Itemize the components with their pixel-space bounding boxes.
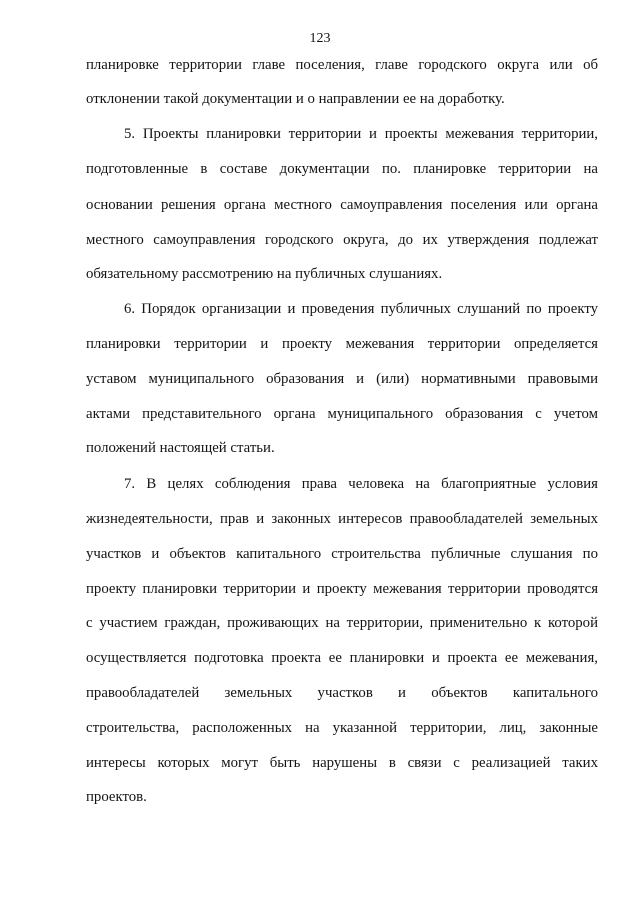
text-line: жизнедеятельности, прав и законных интересов правообладателей земельных — [86, 511, 598, 527]
text-line: местного самоуправления городского округа, до их утверждения подлежат — [86, 232, 598, 248]
text-line: проектов. — [86, 789, 147, 805]
text-line: проекту планировки территории и проекту межевания территории проводятся — [86, 581, 598, 597]
text-line: осуществляется подготовка проекта ее планировки и проекта ее межевания, — [86, 650, 598, 666]
text-line: уставом муниципального образования и (или) нормативными правовыми — [86, 371, 598, 387]
text-line: 5. Проекты планировки территории и проекты межевания территории, — [124, 126, 598, 142]
text-line: участков и объектов капитального строительства публичные слушания по — [86, 546, 598, 562]
text-line: основании решения органа местного самоуправления поселения или органа — [86, 197, 598, 213]
text-line: с участием граждан, проживающих на территории, применительно к которой — [86, 615, 598, 631]
text-line: обязательному рассмотрению на публичных слушаниях. — [86, 266, 443, 282]
text-line: строительства, расположенных на указанной территории, лиц, законные — [86, 720, 598, 736]
text-line: 6. Порядок организации и проведения публичных слушаний по проекту — [124, 301, 598, 317]
text-line: 7. В целях соблюдения права человека на благоприятные условия — [124, 476, 598, 492]
text-line: планировки территории и проекту межевания территории определяется — [86, 336, 598, 352]
text-line: интересы которых могут быть нарушены в связи с реализацией таких — [86, 755, 598, 771]
text-line: правообладателей земельных участков и объектов капитального — [86, 685, 598, 701]
text-line: планировке территории главе поселения, главе городского округа или об — [86, 57, 598, 73]
text-line: отклонении такой документации и о направлении ее на доработку. — [86, 91, 505, 107]
text-line: актами представительного органа муниципального образования с учетом — [86, 406, 598, 422]
page-number: 123 — [309, 31, 331, 46]
text-line: положений настоящей статьи. — [86, 440, 275, 456]
text-line: подготовленные в составе документации по. планировке территории на — [86, 161, 598, 177]
